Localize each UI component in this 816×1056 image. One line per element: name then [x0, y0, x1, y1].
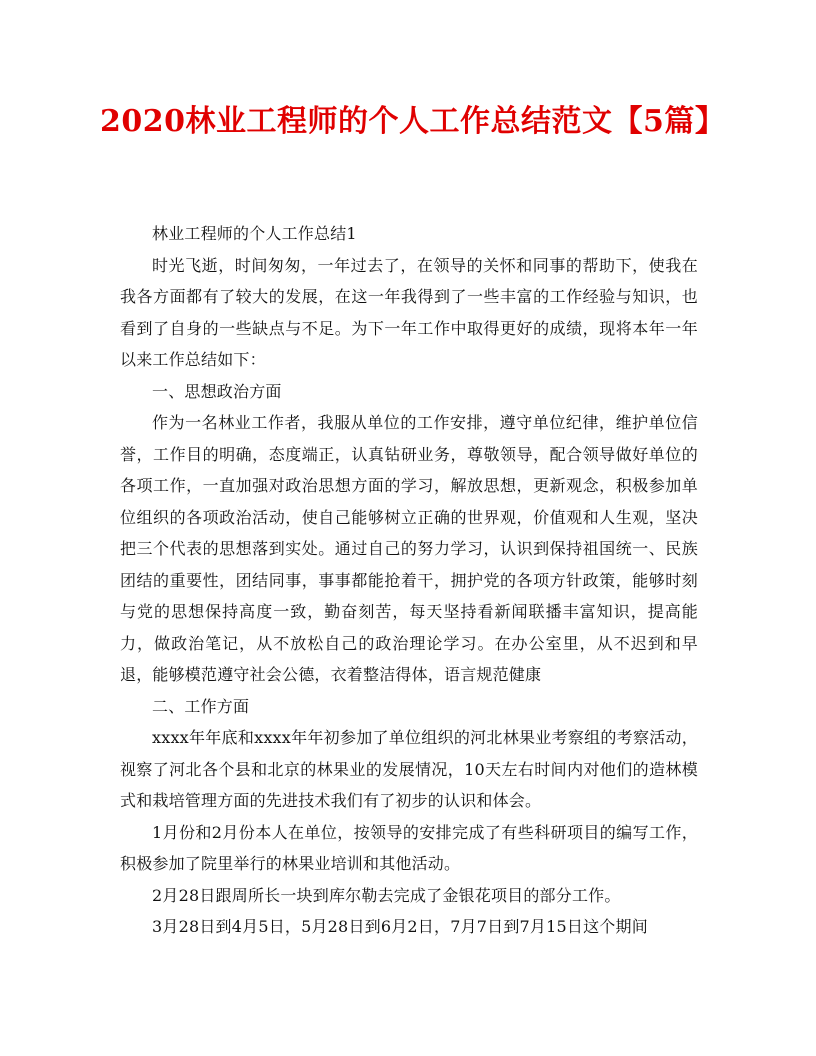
section-heading: 林业工程师的个人工作总结1	[152, 224, 357, 243]
section-heading: 一、思想政治方面	[152, 381, 282, 401]
body-paragraph: 2月28日跟周所长一块到库尔勒去完成了金银花项目的部分工作。	[152, 885, 621, 905]
section-heading: 二、工作方面	[152, 696, 250, 716]
body-paragraph: 时光飞逝，时间匆匆，一年过去了，在领导的关怀和同事的帮助下，使我在我各方面都有了较大的发展，在这一年我得到了一些丰富的工作经验与知识，也看到了自身的一些缺点与不足。为下一年工作中取得更好的成绩，现将本年一年以来工作总结如下：	[120, 255, 698, 369]
document-title: 2020林业工程师的个人工作总结范文【5篇】	[100, 104, 726, 139]
document-body	[120, 218, 698, 943]
body-paragraph: xxxx年年底和xxxx年年初参加了单位组织的河北林果业考察组的考察活动，视察了河北各个县和北京的林果业的发展情况，10天左右时间内对他们的造林模式和栽培管理方面的先进技术我们有了初步的认识和体会。	[120, 728, 698, 810]
body-paragraph: 1月份和2月份本人在单位，按领导的安排完成了有些科研项目的编写工作，积极参加了院里举行的林果业培训和其他活动。	[120, 822, 698, 873]
body-paragraph: 3月28日到4月5日，5月28日到6月2日，7月7日到7月15日这个期间	[152, 917, 648, 936]
body-paragraph: 作为一名林业工作者，我服从单位的工作安排，遵守单位纪律，维护单位信誉，工作目的明确，态度端正，认真钻研业务，尊敬领导，配合领导做好单位的各项工作，一直加强对政治思想方面的学习，解放思想，更新观念，积极参加单位组织的各项政治活动，使自己能够树立正确的世界观，价值观和人生观，坚决把三个代表的思想落到实处。通过自己的努力学习，认识到保持祖国统一、民族团结的重要性，团结同事，事事都能抢着干，拥护党的各项方针政策，能够时刻与党的思想保持高度一致，勤奋刻苦，每天坚持看新闻联播丰富知识，提高能力，做政治笔记，从不放松自己的政治理论学习。在办公室里，从不迟到和早退，能够模范遵守社会公德，衣着整洁得体，语言规范健康	[120, 413, 698, 684]
